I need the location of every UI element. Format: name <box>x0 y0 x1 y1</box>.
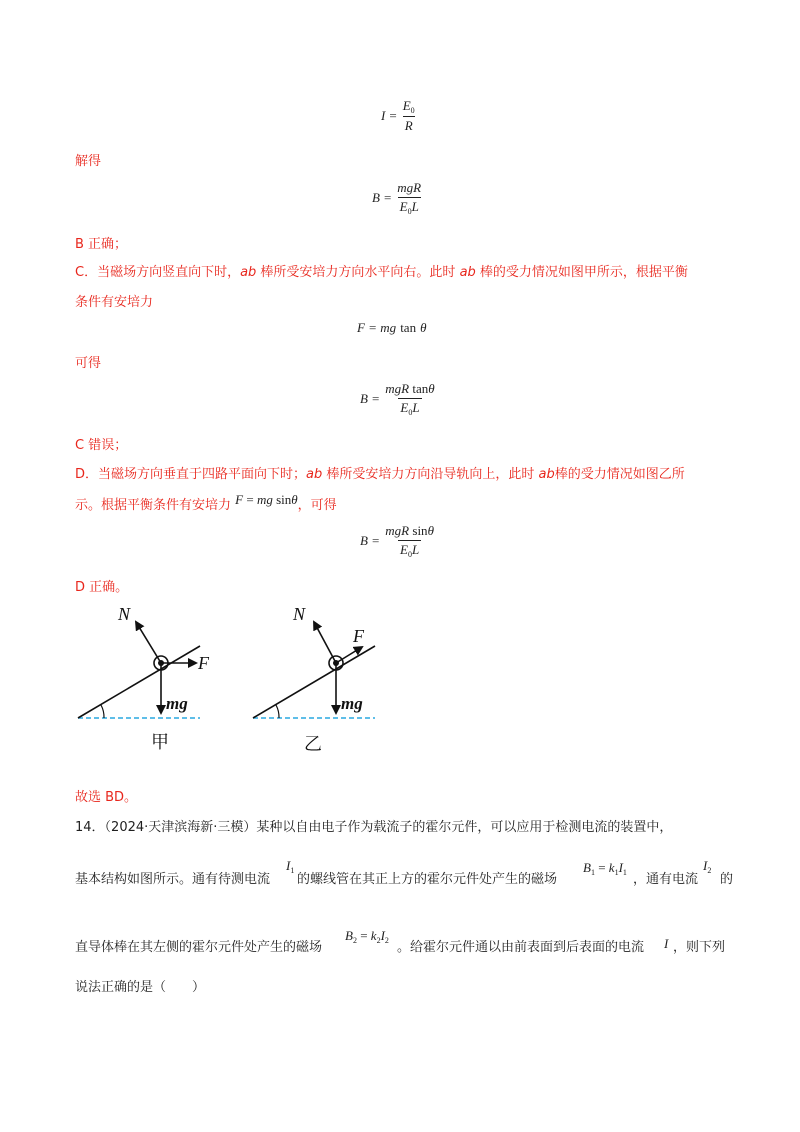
q14-current-I: I <box>664 936 669 951</box>
d-line1-a: D．当磁场方向垂直于四路平面向下时； <box>75 467 307 482</box>
b-correct-text: B 正确； <box>75 237 128 252</box>
answer-text: 故选 BD。 <box>75 790 138 805</box>
solve-label: 解得 <box>75 154 102 169</box>
eq4-fraction <box>383 381 436 417</box>
eq2-rel: = <box>383 190 392 205</box>
d-line2-a: 示。根据平衡条件有安培力 <box>75 498 232 513</box>
c-line1-a: C．当磁场方向竖直向下时， <box>75 265 241 280</box>
figure-jia <box>78 604 210 752</box>
jia-angle-arc <box>101 705 104 718</box>
eq5-den-tail: L <box>411 542 420 557</box>
eq4-fn: tan <box>412 381 429 396</box>
eq1-num-sub: 0 <box>410 106 415 115</box>
c-line1-b: 棒所受安培力方向水平向右。此时 <box>256 265 460 280</box>
c-ab-2: ab <box>459 265 476 280</box>
q14-k1-sub: 1 <box>614 868 619 877</box>
yi-caption: 乙 <box>304 734 322 754</box>
q14-line2-b: 的螺线管在其正上方的霍尔元件处产生的磁场 <box>297 872 558 887</box>
d-line-2 <box>75 494 337 513</box>
q14-I2-sub: 2 <box>707 866 712 875</box>
eq4-var: θ <box>428 381 435 396</box>
jia-normal-force-arrow <box>136 622 161 663</box>
d-inline-fn: sin <box>276 492 292 507</box>
c-ab-1: ab <box>240 265 257 280</box>
eq1-rel: = <box>389 108 397 123</box>
q14-B1-rel: = <box>598 860 606 875</box>
q14-B2-sub: 2 <box>352 936 357 945</box>
eq4-den: E <box>400 400 409 415</box>
eq5-fn: sin <box>412 523 428 538</box>
eq3-var: θ <box>420 320 427 335</box>
eq5-den: E <box>400 542 408 557</box>
eq4-den-sub: 0 <box>408 408 413 417</box>
q14-k2-sub: 2 <box>376 936 381 945</box>
eq3-rhs: mg <box>380 320 397 335</box>
equation-b-field-1 <box>372 180 423 216</box>
c-line-1 <box>75 261 688 280</box>
eq1-den: R <box>404 118 413 133</box>
q14-line2-d: 的 <box>720 872 734 887</box>
eq3-fn: tan <box>400 320 417 335</box>
eq2-den: E <box>399 199 408 214</box>
jia-caption: 甲 <box>151 732 169 752</box>
d-ab-2: ab <box>538 467 555 482</box>
eq4-lhs: B <box>360 391 368 406</box>
c-wrong-text: C 错误； <box>75 438 128 453</box>
q14-I2b-sub: 2 <box>384 936 389 945</box>
eq5-rel: = <box>371 533 380 548</box>
d-line-1 <box>75 463 685 482</box>
q14-line3-b: 。给霍尔元件通以由前表面到后表面的电流 <box>397 940 645 955</box>
eq1-num: E <box>402 98 411 113</box>
eq5-lhs: B <box>360 533 368 548</box>
yi-normal-force-arrow <box>314 622 336 663</box>
q14-line2-c: ，通有电流 <box>633 872 699 887</box>
q14-I2: I <box>703 858 708 873</box>
jia-label-mg: mg <box>166 694 188 713</box>
q14-I1b: I <box>618 860 623 875</box>
equation-b-field-sin <box>360 523 436 559</box>
yi-angle-arc <box>276 705 279 718</box>
jia-label-F: F <box>198 653 209 673</box>
figure-yi <box>253 604 375 754</box>
q14-current-I2 <box>703 858 711 875</box>
q14-I1-sub: 1 <box>290 866 295 875</box>
q14-line-4: 说法正确的是（ ） <box>75 980 206 995</box>
eq4-num: mgR <box>385 381 410 396</box>
d-ab-1: ab <box>306 467 323 482</box>
eq3-lhs: F <box>357 320 365 335</box>
jia-label-N: N <box>118 604 131 624</box>
q14-line-3 <box>75 928 735 958</box>
yi-label-F: F <box>353 626 364 646</box>
q14-line-1: 14．（2024·天津滨海新·三模）某种以自由电子作为载流子的霍尔元件，可以应用于检测电流的装置中， <box>75 820 673 835</box>
q14-line-2 <box>75 858 735 894</box>
q14-eq-B1 <box>583 860 627 877</box>
force-diagrams <box>70 598 450 768</box>
eq5-fraction <box>383 523 436 559</box>
equation-b-field-tan <box>360 381 437 417</box>
q14-eq-B2 <box>345 928 389 945</box>
eq2-den-tail: L <box>411 199 419 214</box>
eq4-rel: = <box>371 391 380 406</box>
eq4-den-tail: L <box>412 400 420 415</box>
eq5-num: mgR <box>385 523 410 538</box>
q14-k1: k <box>608 860 615 875</box>
eq2-den-sub: 0 <box>407 207 412 216</box>
d-line1-b: 棒所受安培力方向沿导轨向上，此时 <box>322 467 539 482</box>
d-line2-b: ，可得 <box>297 498 337 513</box>
eq2-lhs: B <box>372 190 380 205</box>
equation-current <box>381 98 417 134</box>
q14-I2b: I <box>380 928 385 943</box>
q14-B1-sub: 1 <box>590 868 595 877</box>
d-inline-rel: = <box>246 492 254 507</box>
q14-B2: B <box>345 928 353 943</box>
yi-label-N: N <box>293 604 306 624</box>
eq3-rel: = <box>368 320 377 335</box>
c-line-2: 条件有安培力 <box>75 295 154 310</box>
eq1-lhs: I <box>381 108 386 123</box>
d-inline-lhs: F <box>235 492 244 507</box>
d-correct-text: D 正确。 <box>75 580 129 595</box>
equation-force-tan <box>357 320 426 336</box>
d-inline-equation <box>235 492 298 507</box>
d-line1-c: 棒的受力情况如图乙所 <box>554 467 685 482</box>
eq2-fraction <box>395 180 423 216</box>
thus-label-1: 可得 <box>75 356 102 371</box>
q14-current-I1 <box>286 858 294 875</box>
q14-line2-a: 基本结构如图所示。通有待测电流 <box>75 872 271 887</box>
q14-I1b-sub: 1 <box>622 868 627 877</box>
d-inline-var: θ <box>291 492 298 507</box>
q14-B1: B <box>583 860 591 875</box>
eq5-var: θ <box>427 523 434 538</box>
d-inline-rhs: mg <box>256 492 273 507</box>
q14-B2-rel: = <box>360 928 368 943</box>
q14-line3-c: ，则下列 <box>673 940 726 955</box>
eq1-fraction <box>401 98 417 134</box>
q14-k2: k <box>370 928 377 943</box>
eq5-den-sub: 0 <box>407 550 412 559</box>
yi-label-mg: mg <box>341 694 363 713</box>
q14-line3-a: 直导体棒在其左侧的霍尔元件处产生的磁场 <box>75 940 323 955</box>
q14-I1: I <box>286 858 291 873</box>
c-line1-c: 棒的受力情况如图甲所示，根据平衡 <box>475 265 688 280</box>
eq2-num: mgR <box>397 180 422 195</box>
